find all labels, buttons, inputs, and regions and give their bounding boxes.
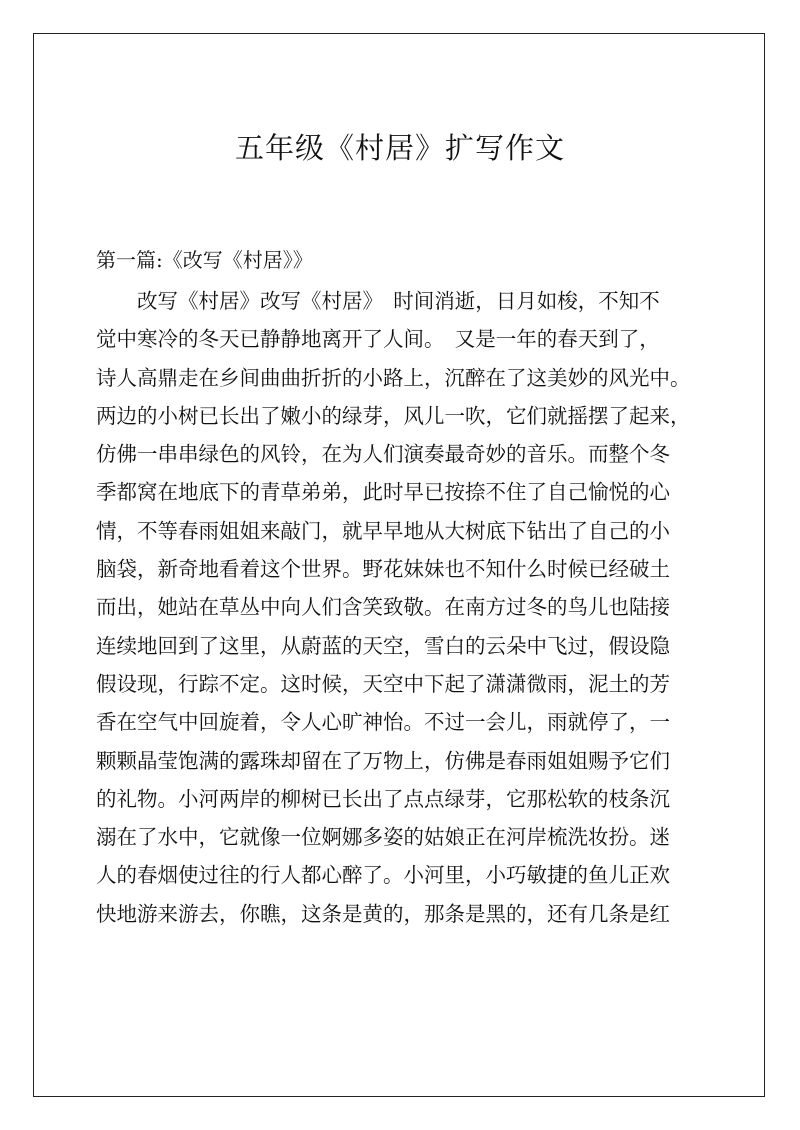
body-line: 季都窝在地底下的青草弟弟，此时早已按捺不住了自己愉悦的心 <box>96 480 670 505</box>
body-line: 而出，她站在草丛中向人们含笑致敬。在南方过冬的鸟儿也陆接 <box>96 595 670 620</box>
body-text <box>96 282 706 933</box>
body-line: 假设现，行踪不定。这时候，天空中下起了潇潇微雨，泥土的芳 <box>96 671 670 696</box>
body-line: 快地游来游去，你瞧，这条是黄的，那条是黑的，还有几条是红 <box>96 901 670 926</box>
document-title: 五年级《村居》扩写作文 <box>234 131 565 165</box>
body-line: 人的春烟使过往的行人都心醉了。小河里，小巧敏捷的鱼儿正欢 <box>96 863 670 888</box>
section-heading: 第一篇:《改写《村居》》 <box>96 248 313 272</box>
body-line: 诗人高鼎走在乡间曲曲折折的小路上，沉醉在了这美妙的风光中。 <box>96 365 691 390</box>
body-line: 连续地回到了这里，从蔚蓝的天空，雪白的云朵中飞过，假设隐 <box>96 633 670 658</box>
body-line: 溺在了水中，它就像一位婀娜多姿的姑娘正在河岸梳洗妆扮。迷 <box>96 825 670 850</box>
body-line: 仿佛一串串绿色的风铃，在为人们演奏最奇妙的音乐。而整个冬 <box>96 442 670 467</box>
body-line: 情，不等春雨姐姐来敲门，就早早地从大树底下钻出了自己的小 <box>96 518 670 543</box>
body-line: 脑袋，新奇地看着这个世界。野花妹妹也不知什么时候已经破土 <box>96 557 670 582</box>
body-line: 觉中寒冷的冬天已静静地离开了人间。 又是一年的春天到了， <box>96 327 660 352</box>
body-line: 香在空气中回旋着，令人心旷神怡。不过一会儿，雨就停了，一 <box>96 710 670 735</box>
body-line: 颗颗晶莹饱满的露珠却留在了万物上，仿佛是春雨姐姐赐予它们 <box>96 748 670 773</box>
body-line: 改写《村居》改写《村居》 时间消逝，日月如梭，不知不 <box>96 289 660 313</box>
body-line: 两边的小树已长出了嫩小的绿芽，风儿一吹，它们就摇摆了起来， <box>96 403 691 428</box>
body-line: 的礼物。小河两岸的柳树已长出了点点绿芽，它那松软的枝条沉 <box>96 786 670 811</box>
